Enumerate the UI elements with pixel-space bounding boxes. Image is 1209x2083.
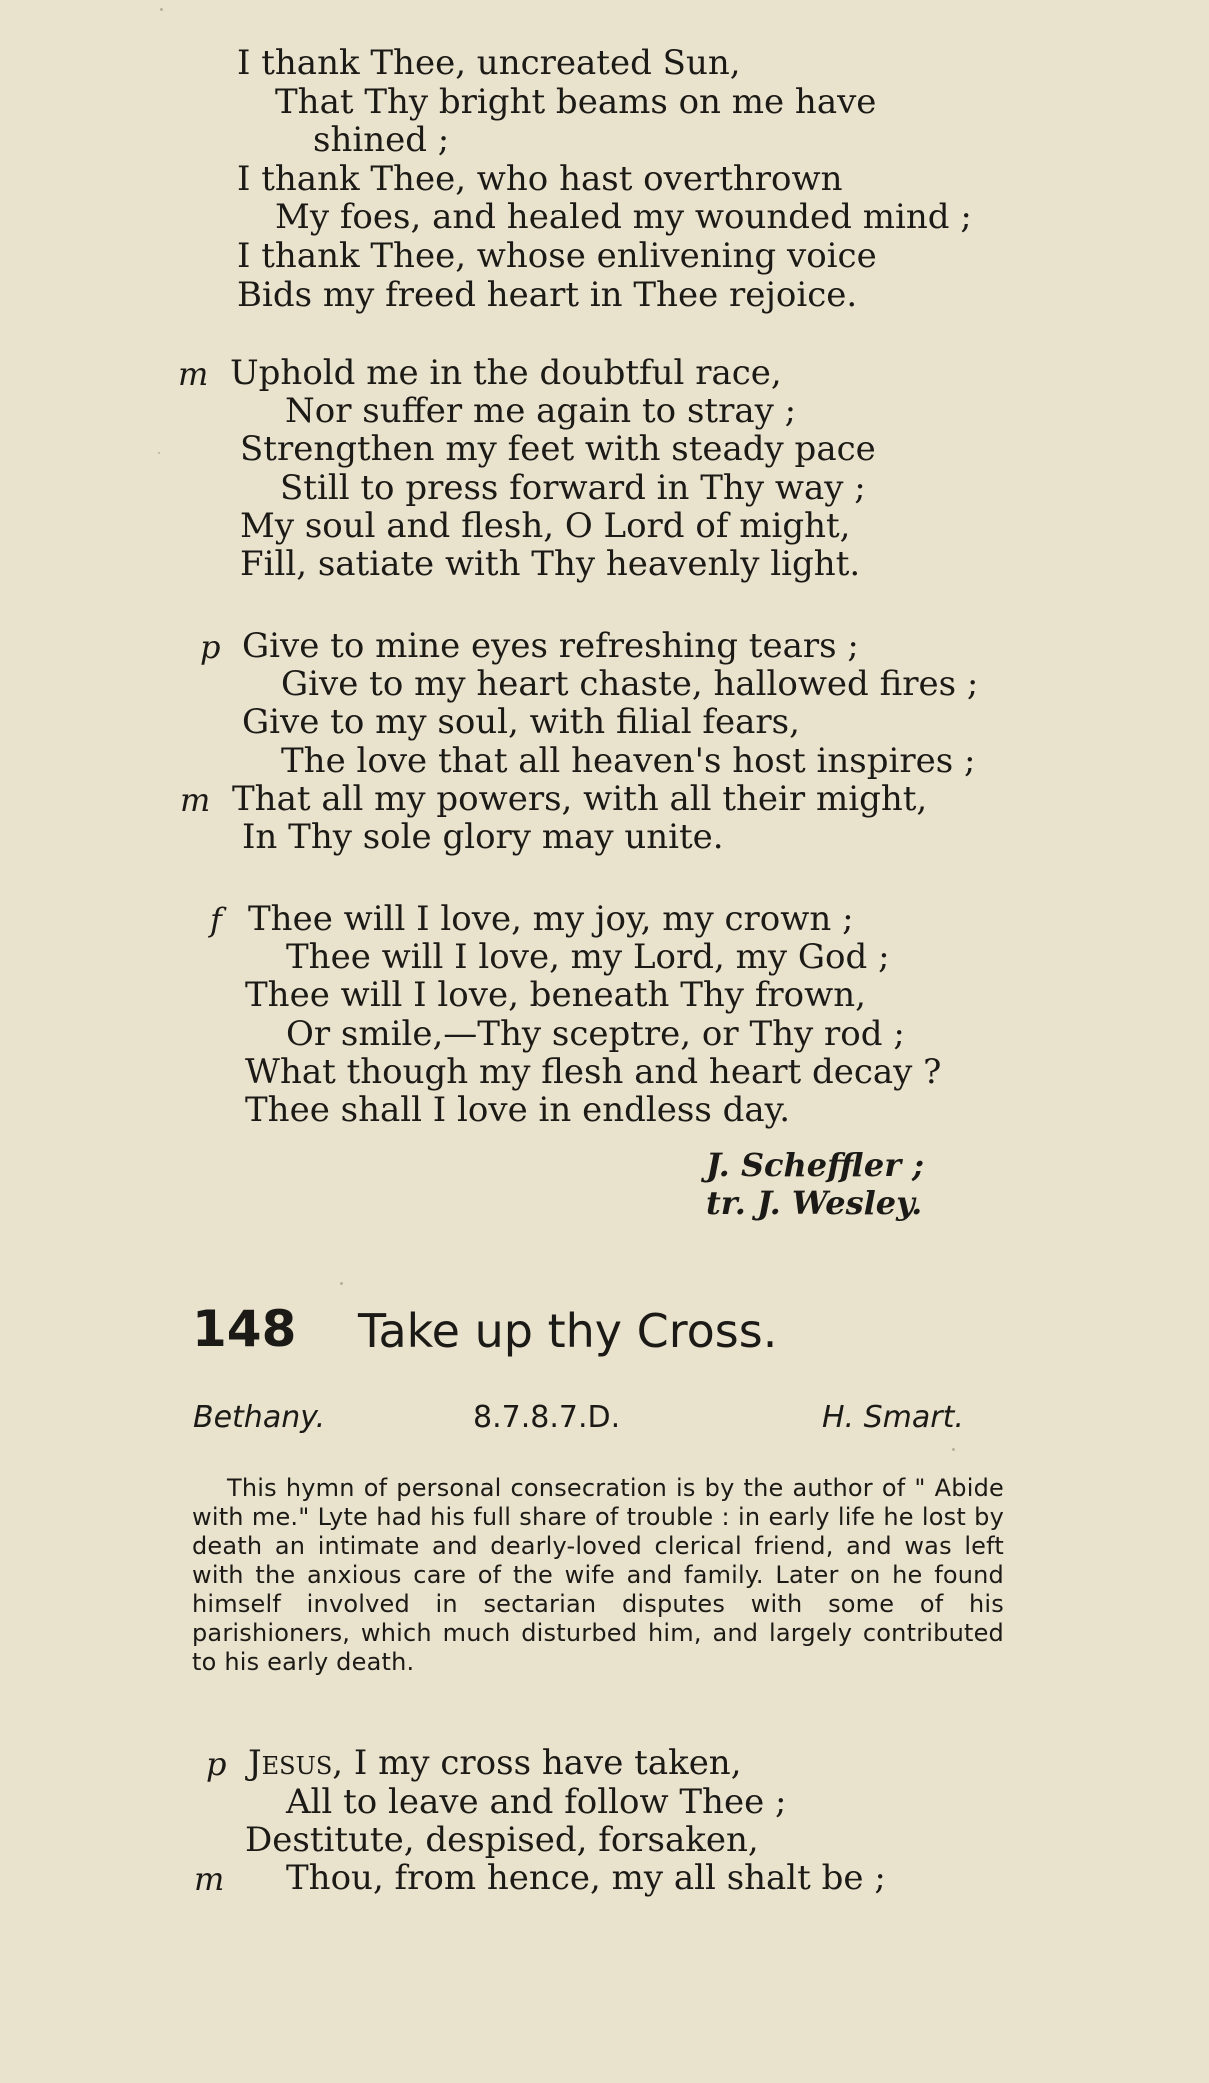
- tune-composer: H. Smart.: [822, 1400, 964, 1435]
- verse-line: Give to my heart chaste, hallowed fires ;: [281, 664, 979, 704]
- verse-line: Uphold me in the doubtful race,: [230, 353, 782, 393]
- paper-speck: [340, 1282, 343, 1285]
- author-attribution: J. Scheffler ;: [706, 1146, 924, 1184]
- verse-line: [248, 1744, 742, 1782]
- tune-name: Bethany.: [193, 1400, 326, 1435]
- dynamic-marking: p: [200, 628, 221, 666]
- verse-line: I thank Thee, who hast overthrown: [237, 159, 843, 199]
- verse-line: In Thy sole glory may unite.: [242, 817, 724, 857]
- verse-line: Or smile,—Thy sceptre, or Thy rod ;: [286, 1014, 905, 1054]
- verse-line: My foes, and healed my wounded mind ;: [275, 197, 972, 237]
- verse-line: I thank Thee, whose enlivening voice: [237, 236, 877, 276]
- verse-line: That all my powers, with all their might,: [232, 779, 928, 819]
- verse-line: Destitute, despised, forsaken,: [245, 1820, 759, 1860]
- verse-line: Thee will I love, my joy, my crown ;: [248, 899, 854, 939]
- verse-line: Thee shall I love in endless day.: [245, 1090, 791, 1130]
- hymn-meter: 8.7.8.7.D.: [473, 1400, 621, 1435]
- dynamic-marking: f: [210, 901, 222, 939]
- paper-speck: [158, 452, 160, 454]
- verse-line: I thank Thee, uncreated Sun,: [237, 43, 741, 83]
- verse-line: Give to my soul, with filial fears,: [242, 702, 800, 742]
- verse-line: That Thy bright beams on me have: [275, 82, 877, 122]
- paper-speck: [160, 8, 163, 11]
- verse-line: Strengthen my feet with steady pace: [240, 429, 876, 469]
- paper-speck: [952, 1448, 955, 1451]
- verse-line: All to leave and follow Thee ;: [286, 1782, 787, 1822]
- hymn-note: This hymn of personal consecration is by the author of " Abide with me." Lyte had his full share of trouble : in early life he lost by death an intimate and dearly-loved clerical friend, and was left with the anxious care of the wife and family. Later on he found himself involved in sectarian disputes with some of his parishioners, which much disturbed him, and largely contributed to his early death.: [192, 1474, 1004, 1676]
- verse-line: Nor suffer me again to stray ;: [285, 391, 797, 431]
- verse-line: Give to mine eyes refreshing tears ;: [242, 626, 859, 666]
- verse-line: shined ;: [313, 120, 450, 160]
- verse-line: Still to press forward in Thy way ;: [280, 468, 866, 508]
- hymn-number: 148: [192, 1300, 297, 1358]
- hymn-title: Take up thy Cross.: [358, 1304, 778, 1358]
- verse-line: Thee will I love, my Lord, my God ;: [286, 937, 890, 977]
- verse-line: Thou, from hence, my all shalt be ;: [286, 1858, 886, 1898]
- translator-attribution: tr. J. Wesley.: [706, 1184, 923, 1222]
- verse-line: Fill, satiate with Thy heavenly light.: [240, 544, 861, 584]
- dynamic-marking: m: [180, 781, 211, 819]
- verse-line: Thee will I love, beneath Thy frown,: [245, 975, 866, 1015]
- verse-line: The love that all heaven's host inspires ;: [281, 741, 976, 781]
- dynamic-marking: m: [194, 1860, 225, 1898]
- verse-line: Bids my freed heart in Thee rejoice.: [237, 275, 858, 315]
- dynamic-marking: m: [178, 355, 209, 393]
- first-word: Jesus,: [248, 1743, 344, 1783]
- first-line-rest: I my cross have taken,: [343, 1743, 742, 1783]
- dynamic-marking: p: [206, 1745, 227, 1783]
- verse-line: What though my flesh and heart decay ?: [245, 1052, 942, 1092]
- verse-line: My soul and flesh, O Lord of might,: [240, 506, 851, 546]
